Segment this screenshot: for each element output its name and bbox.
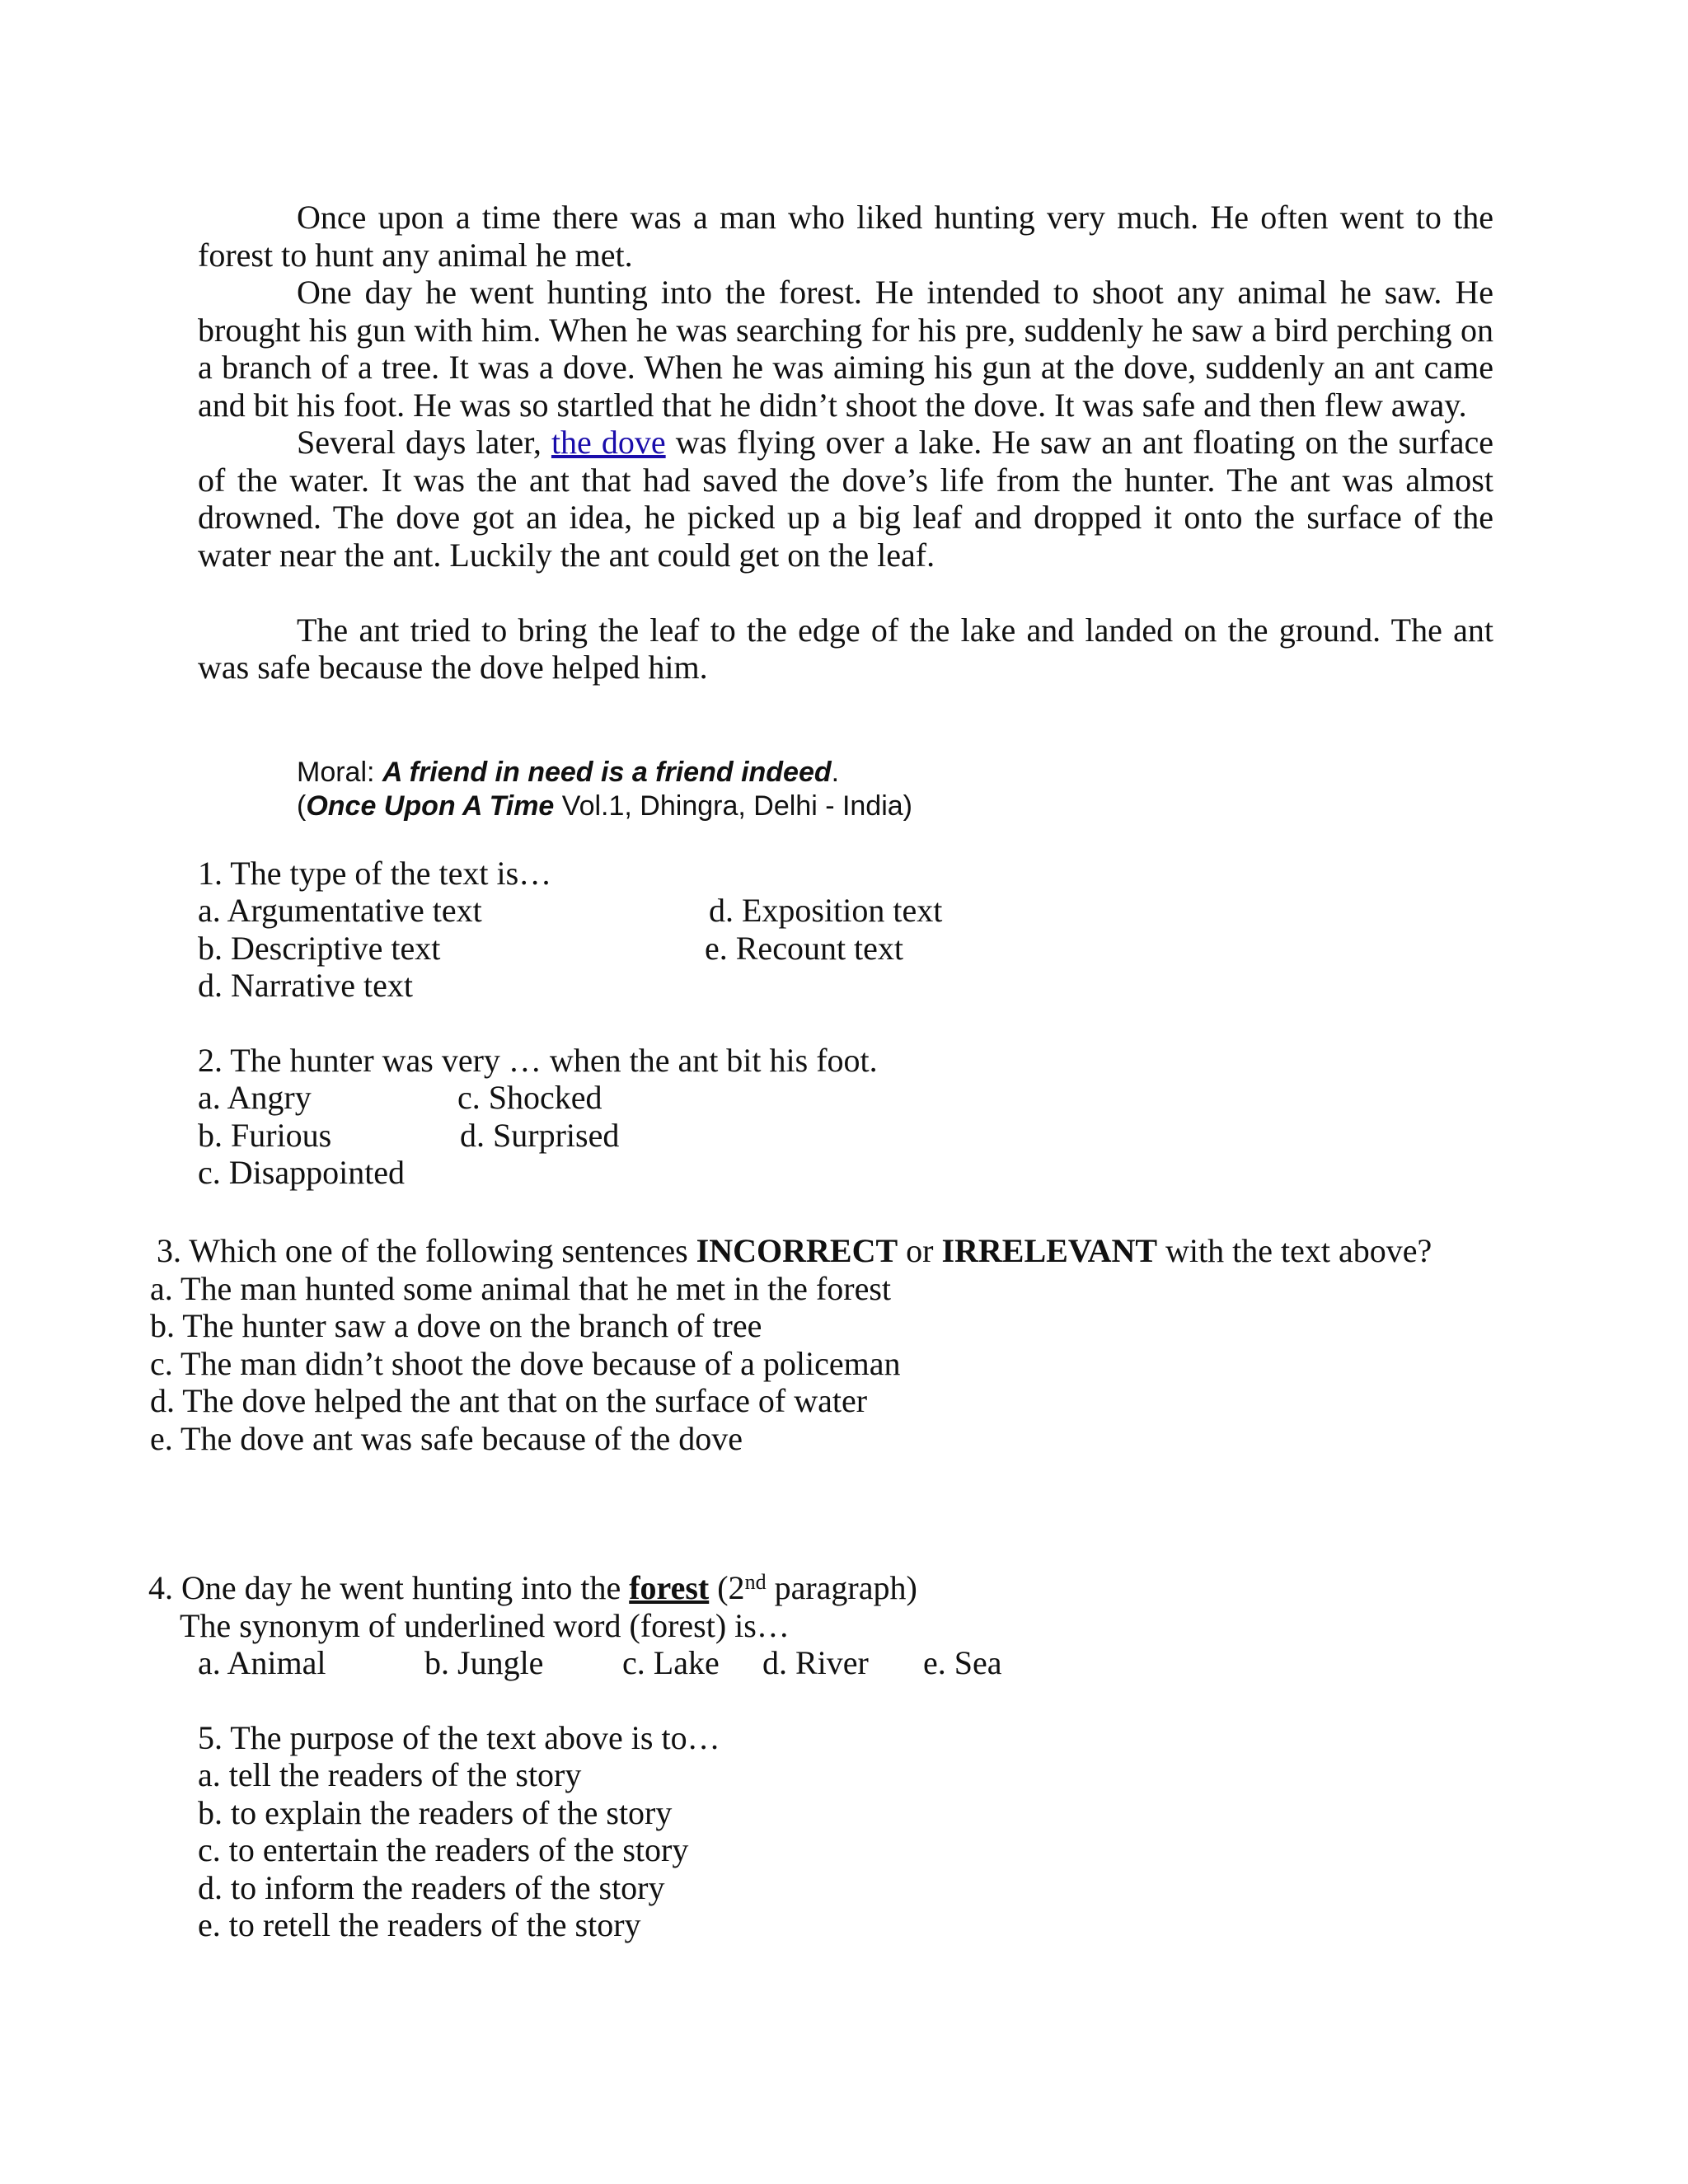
question-2-option-c[interactable]: c. Disappointed <box>198 1154 406 1191</box>
the-dove-link[interactable]: the dove <box>551 424 666 461</box>
question-5-option-b[interactable]: b. to explain the readers of the story <box>198 1794 673 1831</box>
story-paragraph-3-rest: was flying over a lake. He saw an ant floating on the surface of the water. It was the ant that had saved the dove’s life from the hunter. The ant was almost drowned. The dove got an idea, he picked up a big leaf and dropped it onto the surface of the water near the ant. Luckily the ant could get on the leaf. <box>198 424 1494 574</box>
question-1-option-c[interactable]: d. Narrative text <box>198 967 413 1004</box>
question-1-option-e[interactable]: e. Recount text <box>705 930 904 967</box>
question-3-stem <box>124 1232 1493 1270</box>
story-paragraph-4: The ant tried to bring the leaf to the edge of the lake and landed on the ground. The ant was safe because the dove helped him. <box>198 611 1493 686</box>
question-3-stem-end: with the text above? <box>1157 1232 1432 1269</box>
moral-block <box>297 756 1451 823</box>
question-5-option-c[interactable]: c. to entertain the readers of the story <box>198 1831 689 1868</box>
question-5-option-d[interactable]: d. to inform the readers of the story <box>198 1869 665 1906</box>
question-1-option-a[interactable]: a. Argumentative text <box>198 892 482 929</box>
question-2-option-c-shocked[interactable]: c. Shocked <box>457 1079 603 1116</box>
story-paragraph-3-start: Several days later, <box>297 424 551 461</box>
question-4-synonym-line: The synonym of underlined word (forest) is… <box>180 1607 790 1644</box>
question-3-option-b[interactable]: b. The hunter saw a dove on the branch of tree <box>150 1307 762 1344</box>
question-3-incorrect: INCORRECT <box>696 1232 898 1269</box>
question-4-stem <box>148 1569 917 1607</box>
moral-period: . <box>831 757 840 788</box>
ordinal-suffix: nd <box>744 1570 767 1594</box>
moral-label: Moral: <box>297 757 382 788</box>
story-paragraph-1: Once upon a time there was a man who liked hunting very much. He often went to the forest to hunt any animal he met. <box>198 199 1493 274</box>
question-5-stem: 5. The purpose of the text above is to… <box>198 1719 720 1756</box>
question-4-paragraph: paragraph) <box>766 1569 917 1606</box>
question-3-or: or <box>898 1232 942 1269</box>
question-2-option-a[interactable]: a. Angry <box>198 1079 312 1116</box>
source-open-paren: ( <box>297 790 307 822</box>
question-1-stem: 1. The type of the text is… <box>198 855 552 892</box>
question-5-option-a[interactable]: a. tell the readers of the story <box>198 1756 582 1793</box>
source-details: Vol.1, Dhingra, Delhi - India) <box>554 790 913 822</box>
underlined-word-forest: forest <box>629 1569 710 1606</box>
question-2-option-d[interactable]: d. Surprised <box>460 1117 620 1154</box>
question-4-option-a[interactable]: a. Animal <box>198 1644 326 1681</box>
question-4-paren: (2 <box>709 1569 745 1606</box>
question-1-option-b[interactable]: b. Descriptive text <box>198 930 441 967</box>
question-4-stem-start: 4. One day he went hunting into the <box>148 1569 630 1606</box>
question-3-option-d[interactable]: d. The dove helped the ant that on the surface of water <box>150 1382 868 1419</box>
question-3 <box>124 1232 1493 1457</box>
question-4-option-d[interactable]: d. River <box>762 1644 869 1681</box>
question-3-irrelevant: IRRELEVANT <box>941 1232 1158 1269</box>
question-4-option-e[interactable]: e. Sea <box>923 1644 1002 1681</box>
question-2-stem: 2. The hunter was very … when the ant bit his foot. <box>198 1042 878 1079</box>
question-3-stem-start: 3. Which one of the following sentences <box>157 1232 696 1269</box>
story-paragraph-3 <box>198 424 1493 574</box>
question-3-option-c[interactable]: c. The man didn’t shoot the dove because of a policeman <box>150 1344 901 1382</box>
question-5-option-e[interactable]: e. to retell the readers of the story <box>198 1906 641 1943</box>
story-text <box>198 199 1493 687</box>
story-paragraph-2: One day he went hunting into the forest. He intended to shoot any animal he saw. He brought his gun with him. When he was searching for his pre, suddenly he saw a bird perching on a branch of a tree. It was a dove. When he was aiming his gun at the dove, suddenly an ant came and bit his foot. He was so startled that he didn’t shoot the dove. It was safe and then flew away. <box>198 274 1493 424</box>
question-1-option-d[interactable]: d. Exposition text <box>709 892 943 929</box>
moral-source <box>297 790 1451 823</box>
question-2-option-b[interactable]: b. Furious <box>198 1117 332 1154</box>
question-3-option-e[interactable]: e. The dove ant was safe because of the dove <box>150 1419 743 1457</box>
question-4-option-c[interactable]: c. Lake <box>622 1644 720 1681</box>
moral-line <box>297 756 1451 790</box>
question-4-option-b[interactable]: b. Jungle <box>424 1644 544 1681</box>
moral-text: A friend in need is a friend indeed <box>382 757 832 788</box>
question-3-option-a[interactable]: a. The man hunted some animal that he met in the forest <box>150 1269 892 1307</box>
source-title: Once Upon A Time <box>306 790 555 822</box>
